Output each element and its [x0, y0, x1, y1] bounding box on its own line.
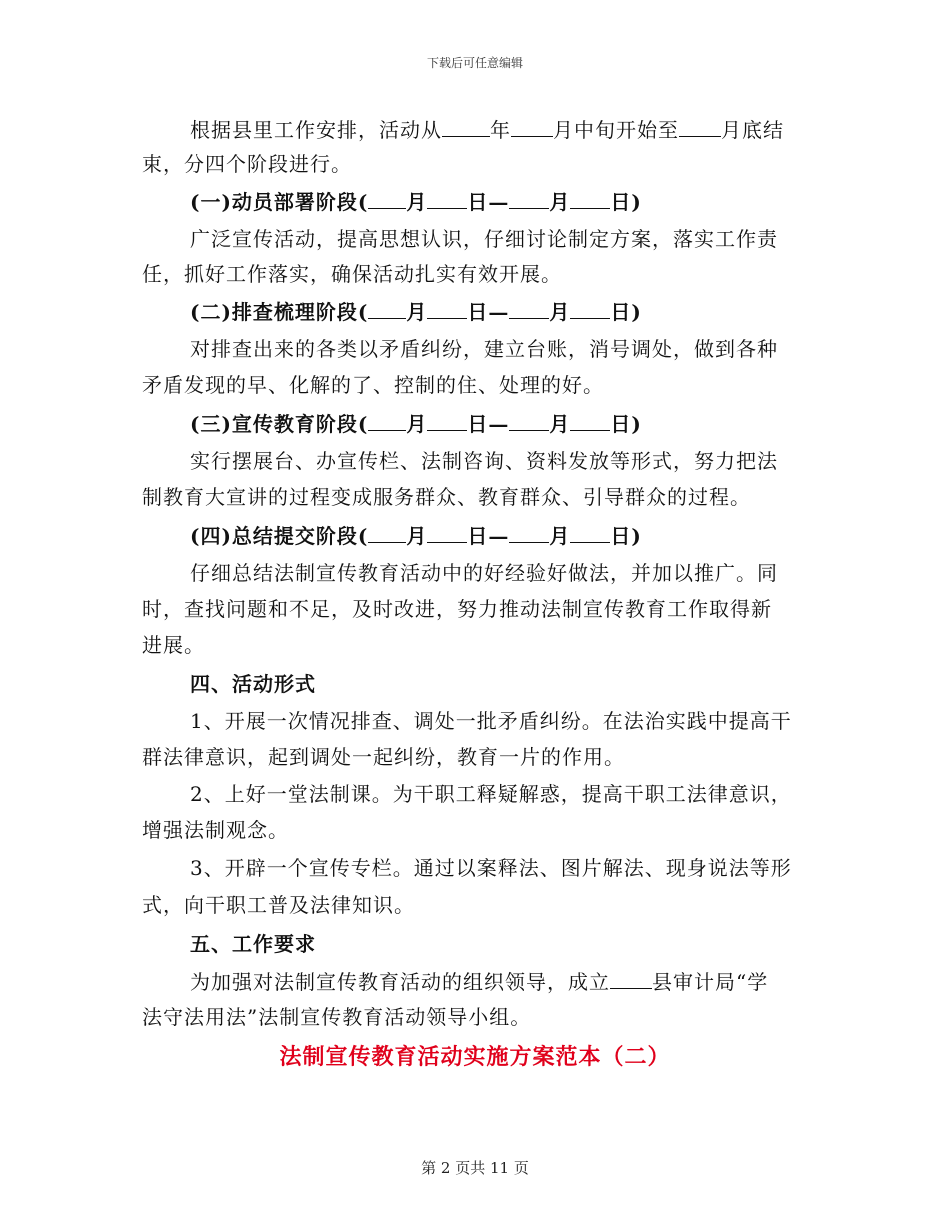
- phase-2-close: 日): [610, 300, 642, 324]
- blank-year: [442, 116, 490, 137]
- phase-3-heading: [190, 410, 642, 437]
- blank: [368, 410, 406, 431]
- phase-4-month2: 月: [549, 524, 571, 548]
- phase-4-title: (四)总结提交阶段(: [190, 524, 369, 548]
- phase-2-month2: 月: [549, 300, 571, 324]
- phase-2-title: (二)排查梳理阶段(: [190, 300, 369, 324]
- phase-1-heading: [190, 188, 642, 215]
- section-4-item-3-b: 式，向干职工普及法律知识。: [142, 893, 415, 917]
- phase-2-heading: [190, 298, 642, 325]
- section-5-heading: 五、工作要求: [190, 932, 316, 956]
- phase-1-title: (一)动员部署阶段(: [190, 190, 369, 214]
- blank: [570, 188, 610, 209]
- blank: [509, 188, 549, 209]
- intro-line-1: [190, 116, 784, 143]
- section-4-item-2-a: 2、上好一堂法制课。为干职工释疑解惑，提高干职工法律意识，: [190, 782, 792, 806]
- section-4-heading: 四、活动形式: [190, 672, 316, 696]
- intro-text-a: 根据县里工作安排，活动从: [190, 118, 442, 142]
- phase-3-close: 日): [610, 412, 642, 436]
- blank-county: [610, 968, 652, 989]
- page-footer: 第 2 页共 11 页: [421, 1159, 529, 1177]
- phase-3-title: (三)宣传教育阶段(: [190, 412, 369, 436]
- phase-4-day: 日—: [467, 524, 510, 548]
- phase-2-month: 月: [406, 300, 428, 324]
- phase-4-body-1: 仔细总结法制宣传教育活动中的好经验好做法，并加以推广。同: [190, 561, 778, 585]
- page-header: 下载后可任意编辑: [426, 56, 523, 70]
- section-4-item-1-a: 1、开展一次情况排查、调处一批矛盾纠纷。在法治实践中提高干: [190, 709, 792, 733]
- section-5-para-line-1: [190, 968, 768, 995]
- blank: [427, 410, 467, 431]
- section-5-text-b: 县审计局“学: [652, 970, 769, 994]
- blank: [509, 522, 549, 543]
- section-4-item-3-a: 3、开辟一个宣传专栏。通过以案释法、图片解法、现身说法等形: [190, 856, 792, 880]
- phase-1-body-2: 任，抓好工作落实，确保活动扎实有效开展。: [142, 262, 562, 286]
- phase-2-day: 日—: [467, 300, 510, 324]
- intro-text-c: 月中旬开始至: [553, 118, 679, 142]
- phase-1-close: 日): [610, 190, 642, 214]
- blank: [509, 298, 549, 319]
- blank: [427, 522, 467, 543]
- blank: [570, 522, 610, 543]
- phase-2-body-2: 矛盾发现的早、化解的了、控制的住、处理的好。: [142, 373, 604, 397]
- phase-3-body-2: 制教育大宣讲的过程变成服务群众、教育群众、引导群众的过程。: [142, 485, 751, 509]
- blank: [427, 298, 467, 319]
- blank: [368, 522, 406, 543]
- phase-1-day: 日—: [467, 190, 510, 214]
- phase-4-body-2: 时，查找问题和不足，及时改进，努力推动法制宣传教育工作取得新: [142, 597, 772, 621]
- section-5-text-a: 为加强对法制宣传教育活动的组织领导，成立: [190, 970, 610, 994]
- blank: [570, 298, 610, 319]
- blank: [368, 298, 406, 319]
- blank-month: [511, 116, 553, 137]
- next-section-title: 法制宣传教育活动实施方案范本（二）: [279, 1044, 671, 1070]
- phase-4-close: 日): [610, 524, 642, 548]
- phase-2-body-1: 对排查出来的各类以矛盾纠纷，建立台账，消号调处，做到各种: [190, 337, 778, 361]
- phase-3-body-1: 实行摆展台、办宣传栏、法制咨询、资料发放等形式，努力把法: [190, 449, 778, 473]
- phase-4-body-3: 进展。: [142, 633, 205, 657]
- phase-1-month2: 月: [549, 190, 571, 214]
- blank-month-end: [679, 116, 721, 137]
- blank: [509, 410, 549, 431]
- phase-3-month: 月: [406, 412, 428, 436]
- phase-3-month2: 月: [549, 412, 571, 436]
- intro-text-d: 月底结: [721, 118, 784, 142]
- phase-4-month: 月: [406, 524, 428, 548]
- blank: [427, 188, 467, 209]
- intro-line-2: 束，分四个阶段进行。: [142, 152, 352, 176]
- phase-1-body-1: 广泛宣传活动，提高思想认识，仔细讨论制定方案，落实工作责: [190, 227, 778, 251]
- section-5-para-line-2: 法守法用法”法制宣传教育活动领导小组。: [142, 1005, 532, 1029]
- blank: [570, 410, 610, 431]
- phase-1-month: 月: [406, 190, 428, 214]
- blank: [368, 188, 406, 209]
- intro-text-b: 年: [490, 118, 511, 142]
- phase-4-heading: [190, 522, 642, 549]
- section-4-item-2-b: 增强法制观念。: [142, 818, 289, 842]
- phase-3-day: 日—: [467, 412, 510, 436]
- section-4-item-1-b: 群法律意识，起到调处一起纠纷，教育一片的作用。: [142, 745, 625, 769]
